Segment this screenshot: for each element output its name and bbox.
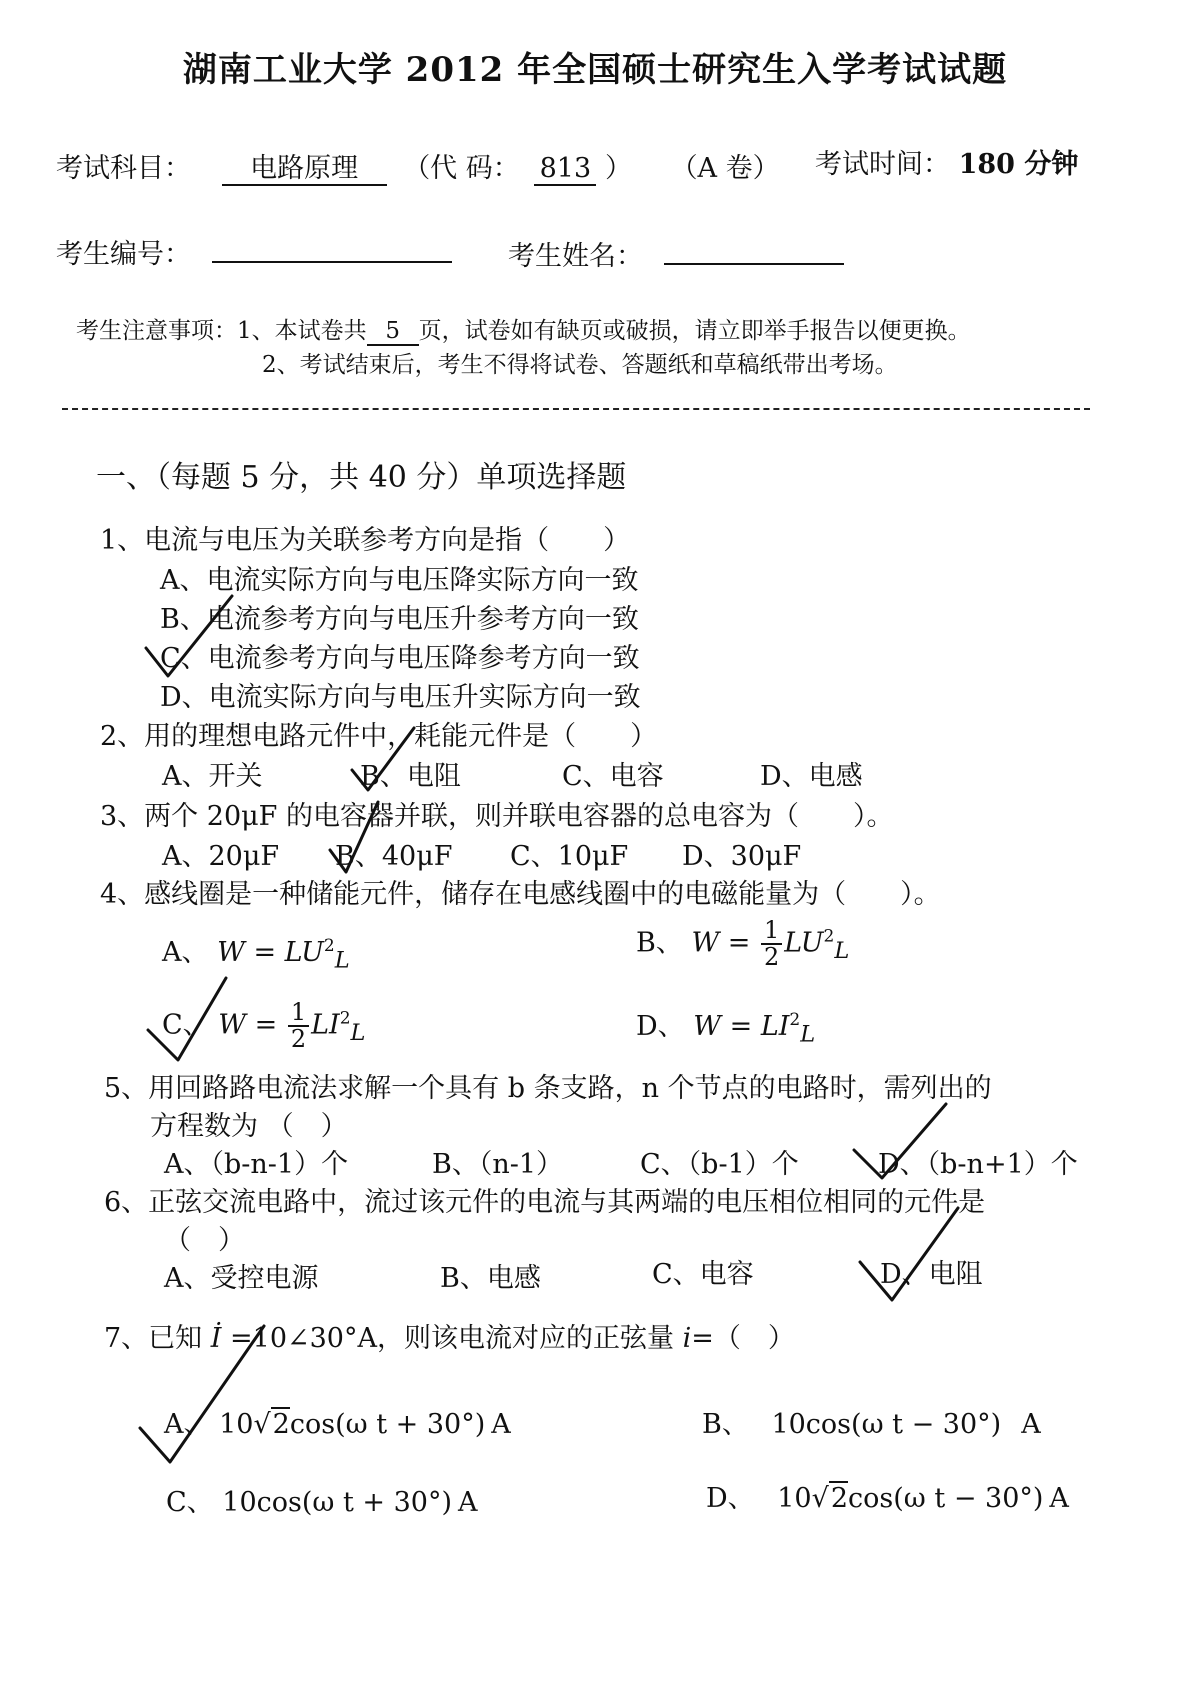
formula-sub: L xyxy=(834,938,850,965)
section-title: 一、（每题 5 分，共 40 分）单项选择题 xyxy=(96,460,627,495)
question-2-option-d: D、电感 xyxy=(760,761,863,792)
option-a-label: A、 xyxy=(162,937,209,968)
formula-li: LI xyxy=(311,1009,340,1041)
coef: 10 xyxy=(222,1487,257,1518)
question-7-option-b xyxy=(702,1402,1041,1441)
subject-row xyxy=(56,146,780,186)
formula-eq: = xyxy=(246,1009,286,1041)
q7-phasor-i: İ xyxy=(210,1323,222,1354)
option-d-label: D、 xyxy=(636,1011,685,1042)
formula-half xyxy=(288,1000,309,1052)
question-6-option-d: D、电阻 xyxy=(880,1259,983,1290)
notice-line-2: 2、考试结束后，考生不得将试卷、答题纸和草稿纸带出考场。 xyxy=(262,352,898,378)
question-5-stem-line-2: 方程数为 （ ） xyxy=(150,1111,348,1142)
time-row xyxy=(815,142,1078,181)
formula-exp: 2 xyxy=(339,1008,351,1029)
question-1-option-c: C、电流参考方向与电压降参考方向一致 xyxy=(160,643,640,674)
subject-label: 考试科目： xyxy=(56,153,191,184)
question-7-option-c xyxy=(166,1480,478,1519)
unit: A xyxy=(491,1409,511,1440)
code-close: ） xyxy=(604,153,632,184)
examinee-name-blank xyxy=(664,237,844,265)
divider-line xyxy=(62,408,1090,410)
question-5-stem-line-1: 5、用回路路电流法求解一个具有 b 条支路，n 个节点的电路时，需列出的 xyxy=(104,1073,992,1104)
question-2-option-a: A、开关 xyxy=(162,761,263,792)
question-5-option-c: C、（b-1）个 xyxy=(640,1149,799,1180)
formula-w: W xyxy=(693,1011,722,1042)
question-2-option-c: C、电容 xyxy=(562,761,664,792)
question-3-stem: 3、两个 20μF 的电容器并联，则并联电容器的总电容为（ ）。 xyxy=(100,801,894,832)
question-6-stem-line-1: 6、正弦交流电路中，流过该元件的电流与其两端的电压相位相同的元件是 xyxy=(104,1187,986,1218)
formula-sub: L xyxy=(800,1021,816,1048)
option-c-label: C、 xyxy=(166,1487,214,1518)
examinee-no-label: 考生编号： xyxy=(56,239,191,270)
formula-w: W xyxy=(217,937,245,968)
formula-eq: = xyxy=(721,1011,761,1042)
cos-expr: cos(ω t − 30°) xyxy=(805,1409,1002,1440)
code-value: 813 xyxy=(534,154,596,186)
examinee-name-row xyxy=(508,234,844,273)
question-3-option-b: B、40μF xyxy=(335,841,453,872)
cos-expr: cos(ω t − 30°) xyxy=(848,1483,1044,1514)
formula-w: W xyxy=(691,927,720,959)
notice-text-1a: 1、本试卷共 xyxy=(237,318,367,344)
exam-title: 湖南工业大学 2012 年全国硕士研究生入学考试试题 xyxy=(182,50,1008,90)
formula-exp: 2 xyxy=(823,926,835,947)
cos-expr: cos(ω t + 30°) xyxy=(289,1409,486,1440)
question-1-option-d: D、电流实际方向与电压升实际方向一致 xyxy=(160,682,641,713)
time-value: 180 分钟 xyxy=(958,149,1079,180)
question-7-option-d: D、 10√2cos(ω t − 30°) A xyxy=(706,1483,1069,1514)
question-4-option-a xyxy=(162,930,350,973)
frac-num: 1 xyxy=(288,1000,309,1027)
question-7-option-a: A、 10√2cos(ω t + 30°) A xyxy=(164,1409,511,1440)
question-2-stem: 2、用的理想电路元件中，耗能元件是（ ） xyxy=(100,721,658,752)
subject-value: 电路原理 xyxy=(222,154,387,186)
option-b-label: B、 xyxy=(702,1409,749,1440)
option-d-label: D、 xyxy=(706,1483,755,1514)
formula-exp: 2 xyxy=(323,936,335,956)
question-5-option-d: D、（b-n+1）个 xyxy=(878,1149,1078,1180)
frac-den: 2 xyxy=(764,943,780,972)
question-4-option-c xyxy=(162,1000,366,1052)
notice-label: 考生注意事项： xyxy=(76,318,237,344)
cos-expr: cos(ω t + 30°) xyxy=(256,1487,453,1518)
q7-stem-a: 7、已知 xyxy=(104,1323,211,1354)
notice-text-1b: 页，试卷如有缺页或破损，请立即举手报告以便更换。 xyxy=(418,318,971,344)
question-3-option-a: A、20μF xyxy=(162,841,280,872)
question-5-option-a: A、（b-n-1）个 xyxy=(164,1149,349,1180)
frac-num: 1 xyxy=(761,918,782,945)
formula-eq: = xyxy=(719,927,759,959)
sqrt-arg: 2 xyxy=(272,1409,290,1440)
coef: 10 xyxy=(777,1483,812,1514)
time-label: 考试时间： xyxy=(815,149,950,180)
formula-exp: 2 xyxy=(789,1010,801,1030)
formula-lu: LU xyxy=(784,927,824,959)
question-6-option-b: B、电感 xyxy=(440,1263,541,1294)
formula-sub: L xyxy=(334,947,350,974)
q7-stem-d: =（ ） xyxy=(691,1323,795,1354)
question-6-option-a: A、受控电源 xyxy=(164,1263,319,1294)
sqrt-arg: 2 xyxy=(830,1483,849,1514)
question-3-option-d: D、30μF xyxy=(682,841,802,872)
coef: 10 xyxy=(219,1409,254,1440)
notice-pages: 5 xyxy=(367,319,419,346)
question-3-option-c: C、10μF xyxy=(510,841,629,872)
question-1-option-a: A、电流实际方向与电压降实际方向一致 xyxy=(160,565,639,596)
question-1-option-b: B、电流参考方向与电压升参考方向一致 xyxy=(160,604,639,635)
question-4-option-d xyxy=(636,1004,815,1047)
formula-li: LI xyxy=(760,1011,790,1042)
option-c-label: C、 xyxy=(162,1009,210,1041)
unit: A xyxy=(1021,1409,1041,1440)
question-2-option-b: B、电阻 xyxy=(360,761,461,792)
question-7-stem xyxy=(104,1316,795,1355)
unit: A xyxy=(458,1487,478,1518)
examinee-name-label: 考生姓名： xyxy=(508,241,643,272)
paper-version: （A 卷） xyxy=(670,153,780,184)
question-6-option-c: C、电容 xyxy=(652,1259,754,1290)
formula-eq: = xyxy=(244,937,285,968)
frac-den: 2 xyxy=(290,1025,307,1054)
formula-lu: LU xyxy=(284,937,324,968)
question-1-stem: 1、电流与电压为关联参考方向是指（ ） xyxy=(100,525,631,556)
question-4-option-b xyxy=(636,918,849,970)
unit: A xyxy=(1049,1483,1069,1514)
question-4-stem: 4、感线圈是一种储能元件，储存在电感线圈中的电磁能量为（ ）。 xyxy=(100,879,941,910)
code-label: （代 码： xyxy=(403,153,520,184)
option-a-label: A、 xyxy=(164,1409,211,1440)
coef: 10 xyxy=(771,1409,806,1440)
notice-line-1 xyxy=(76,312,971,346)
formula-sub: L xyxy=(350,1020,366,1047)
option-b-label: B、 xyxy=(636,927,683,959)
q7-stem-i: i xyxy=(682,1323,692,1354)
examinee-no-blank xyxy=(212,235,452,263)
examinee-row xyxy=(56,232,452,271)
formula-half xyxy=(761,918,782,970)
question-5-option-b: B、（n-1） xyxy=(432,1149,564,1180)
question-6-stem-line-2: （ ） xyxy=(164,1225,245,1256)
formula-w: W xyxy=(218,1009,247,1041)
q7-stem-b: =10∠30°A，则该电流对应的正弦量 xyxy=(221,1323,683,1354)
